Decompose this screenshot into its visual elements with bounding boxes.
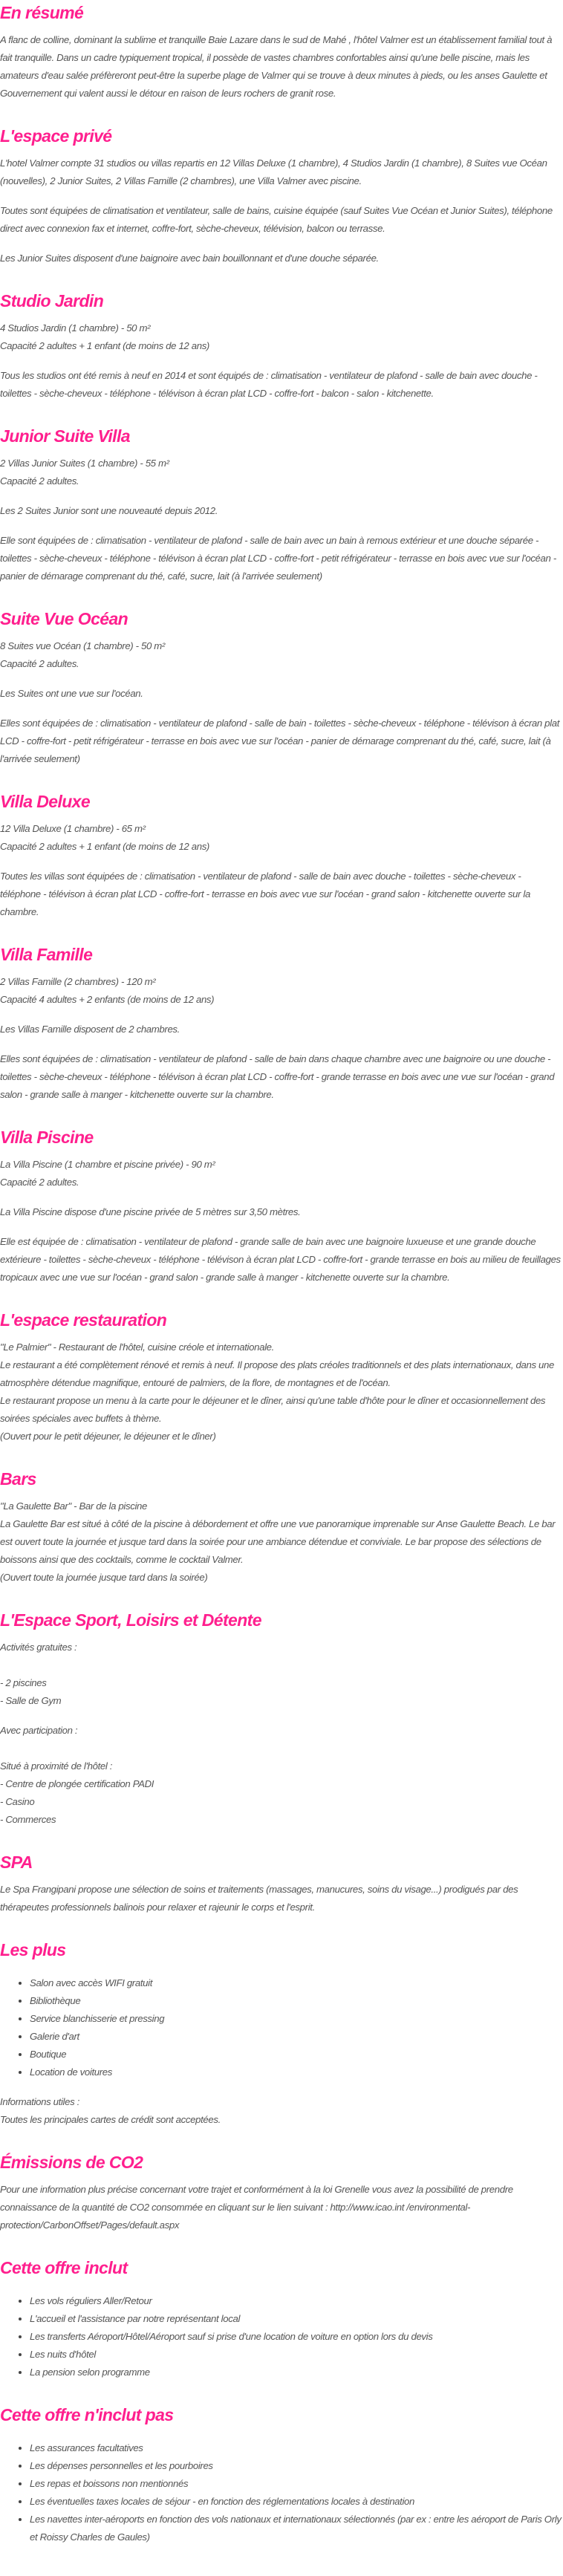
restaurant-name: "Le Palmier" - Restaurant de l'hôtel, cuisine créole et internationale.: [0, 1341, 274, 1353]
paragraph: Tous les studios ont été remis à neuf en 2014 et sont équipés de : climatisation - ventilateur de plafond - salle de bain avec douche - toilettes - sèche-cheveux - téléphone - télévison à écran plat LCD - coffre-fort - balcon - salon - kitchenette.: [0, 370, 538, 399]
paragraph: La Villa Piscine dispose d'une piscine privée de 5 mètres sur 3,50 mètres.: [0, 1206, 301, 1217]
restaurant-hours: (Ouvert pour le petit déjeuner, le déjeuner et le dîner): [0, 1431, 216, 1442]
room-capacity: Capacité 4 adultes + 2 enfants (de moins de 12 ans): [0, 994, 215, 1005]
section-junior-suite: [0, 425, 563, 585]
list-item: • Les assurances facultatives: [30, 2439, 563, 2457]
section-title: Cette offre inclut: [0, 2258, 128, 2277]
paragraph: A flanc de colline, dominant la sublime et tranquille Baie Lazare dans le sud de Mahé , l'hôtel Valmer est un établissement familial tout à fait tranquille. Dans un cadre typiquement tropical, il possède de vastes chambres confortables ainsi qu'une belle piscine, mais les amateurs d'eau salée préfèreront peut-être la superbe plage de Valmer qui se trouve à deux minutes à pieds, ou les anses Gaulette et Gouvernement qui valent aussi le détour en raison de leurs rochers de granit rose.: [0, 34, 553, 99]
restaurant-text: Le restaurant a été complètement rénové et remis à neuf. Il propose des plats créoles traditionnels et des plats internationaux, dans une atmosphère détendue magnifique, entouré de palmiers, de la flore, de montagnes et de l'océan.: [0, 1359, 554, 1388]
section-title: L'Espace Sport, Loisirs et Détente: [0, 1610, 261, 1630]
paragraph: L'hotel Valmer compte 31 studios ou villas repartis en 12 Villas Deluxe (1 chambre), 4 Studios Jardin (1 chambre), 8 Suites vue Océan (nouvelles), 2 Junior Suites, 2 Villas Famille (2 chambres), une Villa Valmer avec piscine.: [0, 157, 547, 186]
free-activities-label: Activités gratuites :: [0, 1642, 77, 1653]
restaurant-text: Le restaurant propose un menu à la carte pour le déjeuner et le dîner, ainsi qu'une table d'hôte pour le dîner et occasionnellement des soirées spéciales avec buffets à thème.: [0, 1395, 546, 1424]
section-title: SPA: [0, 1853, 33, 1872]
room-size: La Villa Piscine (1 chambre et piscine privée) - 90 m²: [0, 1159, 215, 1170]
room-size: 2 Villas Junior Suites (1 chambre) - 55 m²: [0, 458, 169, 469]
section-villa-deluxe: [0, 790, 563, 921]
bar-hours: (Ouvert toute la journée jusque tard dans la soirée): [0, 1572, 208, 1583]
room-specs: [0, 455, 563, 490]
section-title: L'espace privé: [0, 126, 112, 146]
room-capacity: Capacité 2 adultes.: [0, 475, 79, 487]
section-les-plus: [0, 1939, 563, 2129]
paragraph: Le Spa Frangipani propose une sélection de soins et traitements (massages, manucures, soins du visage...) prodigués par des thérapeutes professionnels balinois pour relaxer et rajeunir le corps et l'esprit.: [0, 1884, 518, 1913]
paragraph: Elles sont équipées de : climatisation - ventilateur de plafond - salle de bain - toilettes - sèche-cheveux - téléphone - télévison à écran plat LCD - coffre-fort - petit réfrigérateur - terrasse en bois avec vue sur l'océan - panier de démarage comprenant du thé, café, sucre, lait (à l'arrivée seulement): [0, 718, 560, 764]
nearby-list: [0, 1757, 563, 1829]
list-item: • Les repas et boissons non mentionnés: [30, 2475, 563, 2493]
section-studio-jardin: [0, 290, 563, 403]
nearby-item: - Commerces: [0, 1814, 56, 1825]
section-title: Cette offre n'inclut pas: [0, 2405, 174, 2424]
amenities-list: [0, 1974, 563, 2081]
useful-info: [0, 2093, 563, 2129]
list-item: • Les éventuelles taxes locales de séjour - en fonction des réglementations locales à destination: [30, 2493, 563, 2511]
nearby-item: - Casino: [0, 1796, 35, 1807]
room-specs: [0, 1156, 563, 1191]
section-resume: [0, 1, 563, 103]
paragraph: Les Junior Suites disposent d'une baignoire avec bain bouillonnant et d'une douche séparée.: [0, 253, 379, 264]
room-size: 4 Studios Jardin (1 chambre) - 50 m²: [0, 322, 151, 334]
section-villa-piscine: [0, 1126, 563, 1287]
list-item: • Boutique: [30, 2046, 563, 2063]
paragraph: Les 2 Suites Junior sont une nouveauté depuis 2012.: [0, 505, 218, 516]
section-title: L'espace restauration: [0, 1310, 167, 1330]
included-list: [0, 2292, 563, 2381]
useful-info-text: Toutes les principales cartes de crédit sont acceptées.: [0, 2114, 221, 2125]
activity-item: - 2 piscines: [0, 1677, 47, 1688]
nearby-item: - Centre de plongée certification PADI: [0, 1778, 154, 1789]
list-item: • Les dépenses personnelles et les pourboires: [30, 2457, 563, 2475]
list-item: • Galerie d'art: [30, 2028, 563, 2046]
section-title: Studio Jardin: [0, 291, 104, 310]
bar-name: "La Gaulette Bar" - Bar de la piscine: [0, 1500, 147, 1512]
paragraph: Les Suites ont une vue sur l'océan.: [0, 688, 143, 699]
room-capacity: Capacité 2 adultes + 1 enfant (de moins de 12 ans): [0, 340, 209, 351]
room-specs: [0, 319, 563, 355]
list-item: • Service blanchisserie et pressing: [30, 2010, 563, 2028]
paragraph: Toutes sont équipées de climatisation et ventilateur, salle de bains, cuisine équipée (sauf Suites Vue Océan et Junior Suites), téléphone direct avec connexion fax et internet, coffre-fort, sèche-cheveux, télévision, balcon ou terrasse.: [0, 205, 553, 234]
hotel-description: [0, 1, 563, 2576]
section-title: Junior Suite Villa: [0, 426, 130, 446]
room-capacity: Capacité 2 adultes.: [0, 658, 79, 669]
room-size: 2 Villas Famille (2 chambres) - 120 m²: [0, 976, 156, 987]
list-item: • Les navettes inter-aéroports en fonction des vols nationaux et internationaux sélectionnés (par ex : entre les aéroport de Paris Orly et Roissy Charles de Gaules): [30, 2511, 563, 2546]
room-capacity: Capacité 2 adultes + 1 enfant (de moins de 12 ans): [0, 841, 209, 852]
section-villa-famille: [0, 943, 563, 1104]
section-sport: [0, 1609, 563, 1829]
list-item: • L'accueil et l'assistance par notre représentant local: [30, 2310, 563, 2328]
section-title: Villa Famille: [0, 945, 93, 964]
paragraph: Toutes les villas sont équipées de : climatisation - ventilateur de plafond - salle de bain avec douche - toilettes - sèche-cheveux - téléphone - télévison à écran plat LCD - coffre-fort - terrasse en bois avec vue sur l'océan - grand salon - kitchenette ouverte sur la chambre.: [0, 871, 530, 917]
section-title: Bars: [0, 1469, 36, 1489]
room-size: 12 Villa Deluxe (1 chambre) - 65 m²: [0, 823, 146, 834]
paid-activities-label: Avec participation :: [0, 1725, 78, 1736]
section-spa: [0, 1851, 563, 1916]
list-item: • Location de voitures: [30, 2063, 563, 2081]
section-title: Villa Deluxe: [0, 792, 91, 811]
paragraph: Elle est équipée de : climatisation - ventilateur de plafond - grande salle de bain avec une baignoire luxueuse et une grande douche extérieure - toilettes - sèche-cheveux - téléphone - télévison à écran plat LCD - coffre-fort - grande terrasse en bois au milieu de feuillages tropicaux avec une vue sur l'océan - grand salon - grande salle à manger - kitchenette ouverte sur la chambre.: [0, 1236, 561, 1283]
paragraph: Elles sont équipées de : climatisation - ventilateur de plafond - salle de bain dans chaque chambre avec une baignoire ou une douche - toilettes - sèche-cheveux - téléphone - télévison à écran plat LCD - coffre-fort - grande terrasse en bois avec une vue sur l'océan - grand salon - grande salle à manger - kitchenette ouverte sur la chambre.: [0, 1053, 555, 1100]
list-item: • Salon avec accès WIFI gratuit: [30, 1974, 563, 1992]
activity-item: - Salle de Gym: [0, 1695, 62, 1706]
paragraph: Les Villas Famille disposent de 2 chambres.: [0, 1024, 180, 1035]
section-espace-prive: [0, 125, 563, 267]
list-item: • Les nuits d'hôtel: [30, 2346, 563, 2364]
section-restauration: [0, 1309, 563, 1445]
list-item: • Les vols réguliers Aller/Retour: [30, 2292, 563, 2310]
list-item: • Bibliothèque: [30, 1992, 563, 2010]
bar-description: [0, 1497, 563, 1587]
room-specs: [0, 820, 563, 856]
room-specs: [0, 973, 563, 1009]
list-item: • Les transferts Aéroport/Hôtel/Aéroport sauf si prise d'une location de voiture en option lors du devis: [30, 2328, 563, 2346]
nearby-label: Situé à proximité de l'hôtel :: [0, 1760, 113, 1772]
list-item: • La pension selon programme: [30, 2364, 563, 2381]
section-title: En résumé: [0, 3, 84, 22]
useful-info-label: Informations utiles :: [0, 2096, 79, 2107]
section-title: Suite Vue Océan: [0, 609, 128, 628]
section-title: Villa Piscine: [0, 1128, 94, 1147]
bar-text: La Gaulette Bar est situé à côté de la piscine à débordement et offre une vue panoramique imprenable sur Anse Gaulette Beach. Le bar est ouvert toute la journée et jusque tard dans la soirée pour une ambiance détendue et conviviale. Le bar propose des sélections de boissons ainsi que des cocktails, comme le cocktail Valmer.: [0, 1518, 556, 1565]
room-capacity: Capacité 2 adultes.: [0, 1177, 79, 1188]
paragraph: Elle sont équipées de : climatisation - ventilateur de plafond - salle de bain avec un bain à remous extérieur et une douche séparée - toilettes - sèche-cheveux - téléphone - télévison à écran plat LCD - coffre-fort - petit réfrigérateur - terrasse en bois avec vue sur l'océan - panier de démarage comprenant du thé, café, sucre, lait (à l'arrivée seulement): [0, 535, 556, 582]
room-size: 8 Suites vue Océan (1 chambre) - 50 m²: [0, 640, 165, 651]
section-offre-ninclut-pas: [0, 2404, 563, 2546]
section-bars: [0, 1468, 563, 1587]
paragraph: Pour une information plus précise concernant votre trajet et conformément à la loi Grenelle vous avez la possibilité de prendre connaissance de la quantité de CO2 consommée en cliquant sur le lien suivant : http://www.icao.int /environmental-protection/CarbonOffset/Pages/default.aspx: [0, 2184, 513, 2231]
excluded-list: [0, 2439, 563, 2546]
section-suite-ocean: [0, 608, 563, 768]
section-co2: [0, 2151, 563, 2234]
section-title: Émissions de CO2: [0, 2153, 143, 2172]
free-activities-list: [0, 1674, 563, 1710]
room-specs: [0, 637, 563, 673]
section-title: Les plus: [0, 1940, 66, 1959]
restaurant-description: [0, 1339, 563, 1445]
section-offre-inclut: [0, 2257, 563, 2381]
